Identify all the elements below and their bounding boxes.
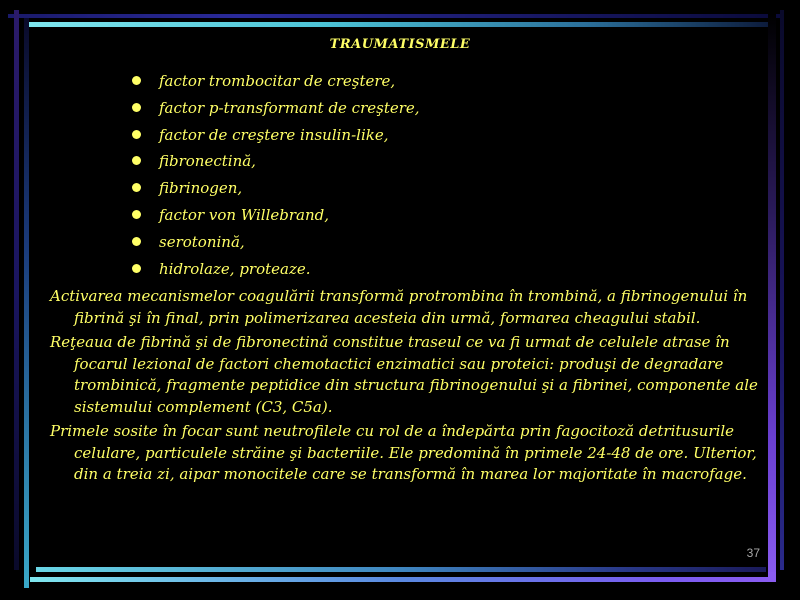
decorative-corner-square [768, 572, 776, 580]
bullet-dot-icon [132, 76, 141, 85]
bullet-dot-icon [132, 237, 141, 246]
bullet-text: factor trombocitar de creştere, [159, 72, 396, 90]
bullet-dot-icon [132, 183, 141, 192]
bullet-list [132, 70, 420, 284]
bullet-item [132, 258, 420, 285]
bullet-text: serotonină, [159, 232, 245, 251]
bullet-text: factor p-transformant de creştere, [159, 98, 420, 117]
bullet-dot-icon [132, 210, 141, 219]
bullet-text: fibronectină, [159, 152, 256, 171]
page-number: 37 [746, 546, 760, 560]
decorative-bar-right-outer [780, 10, 784, 570]
bullet-item [132, 177, 420, 204]
bullet-item [132, 70, 420, 97]
bullet-text: factor de creştere insulin-like, [159, 125, 389, 144]
bullet-dot-icon [132, 156, 141, 165]
decorative-bar-top-inner [28, 22, 772, 27]
bullet-item [132, 231, 420, 258]
bullet-text: factor von Willebrand, [159, 205, 329, 224]
bullet-dot-icon [132, 264, 141, 273]
bullet-dot-icon [132, 103, 141, 112]
bullet-text: hidrolaze, proteaze. [159, 259, 311, 278]
paragraph-coagulation: Activarea mecanismelor coagulării transformă protrombina în trombină, a fibrinogenului în fibrină şi în final, prin polimerizarea acesteia din urmă, formarea cheagului stabil. [50, 287, 748, 327]
bullet-item [132, 204, 420, 231]
paragraph-block [50, 286, 770, 489]
decorative-bar-left-inner [24, 18, 29, 588]
bullet-item [132, 124, 420, 151]
paragraph-fibrin-network: Reţeaua de fibrină şi de fibronectină constitue traseul ce va fi urmat de celulele atrase în focarul lezional de factori chemotactici enzimatici sau proteici: produşi de degradare trombinică, fragmente peptidice din structura fibrinogenului şi a fibrinei, componente ale sistemului complement (C3, C5a). [50, 333, 758, 416]
decorative-bar-top-outer [8, 14, 780, 18]
bullet-item [132, 97, 420, 124]
bullet-item [132, 150, 420, 177]
decorative-bar-bottom-inner [36, 567, 766, 572]
decorative-bar-left-outer [14, 10, 19, 570]
bullet-dot-icon [132, 130, 141, 139]
decorative-bar-bottom-outer [30, 577, 776, 582]
paragraph-neutrophils: Primele sosite în focar sunt neutrofilele cu rol de a îndepărta prin fagocitoză detritusurile celulare, particulele străine şi bacteriile. Ele predomină în primele 24-48 de ore. Ulterior, din a treia zi, aipar monocitele care se transformă în marea lor majoritate în macrofage. [50, 422, 757, 483]
bullet-text: fibrinogen, [159, 179, 243, 198]
slide-title: TRAUMATISMELE [329, 37, 471, 52]
